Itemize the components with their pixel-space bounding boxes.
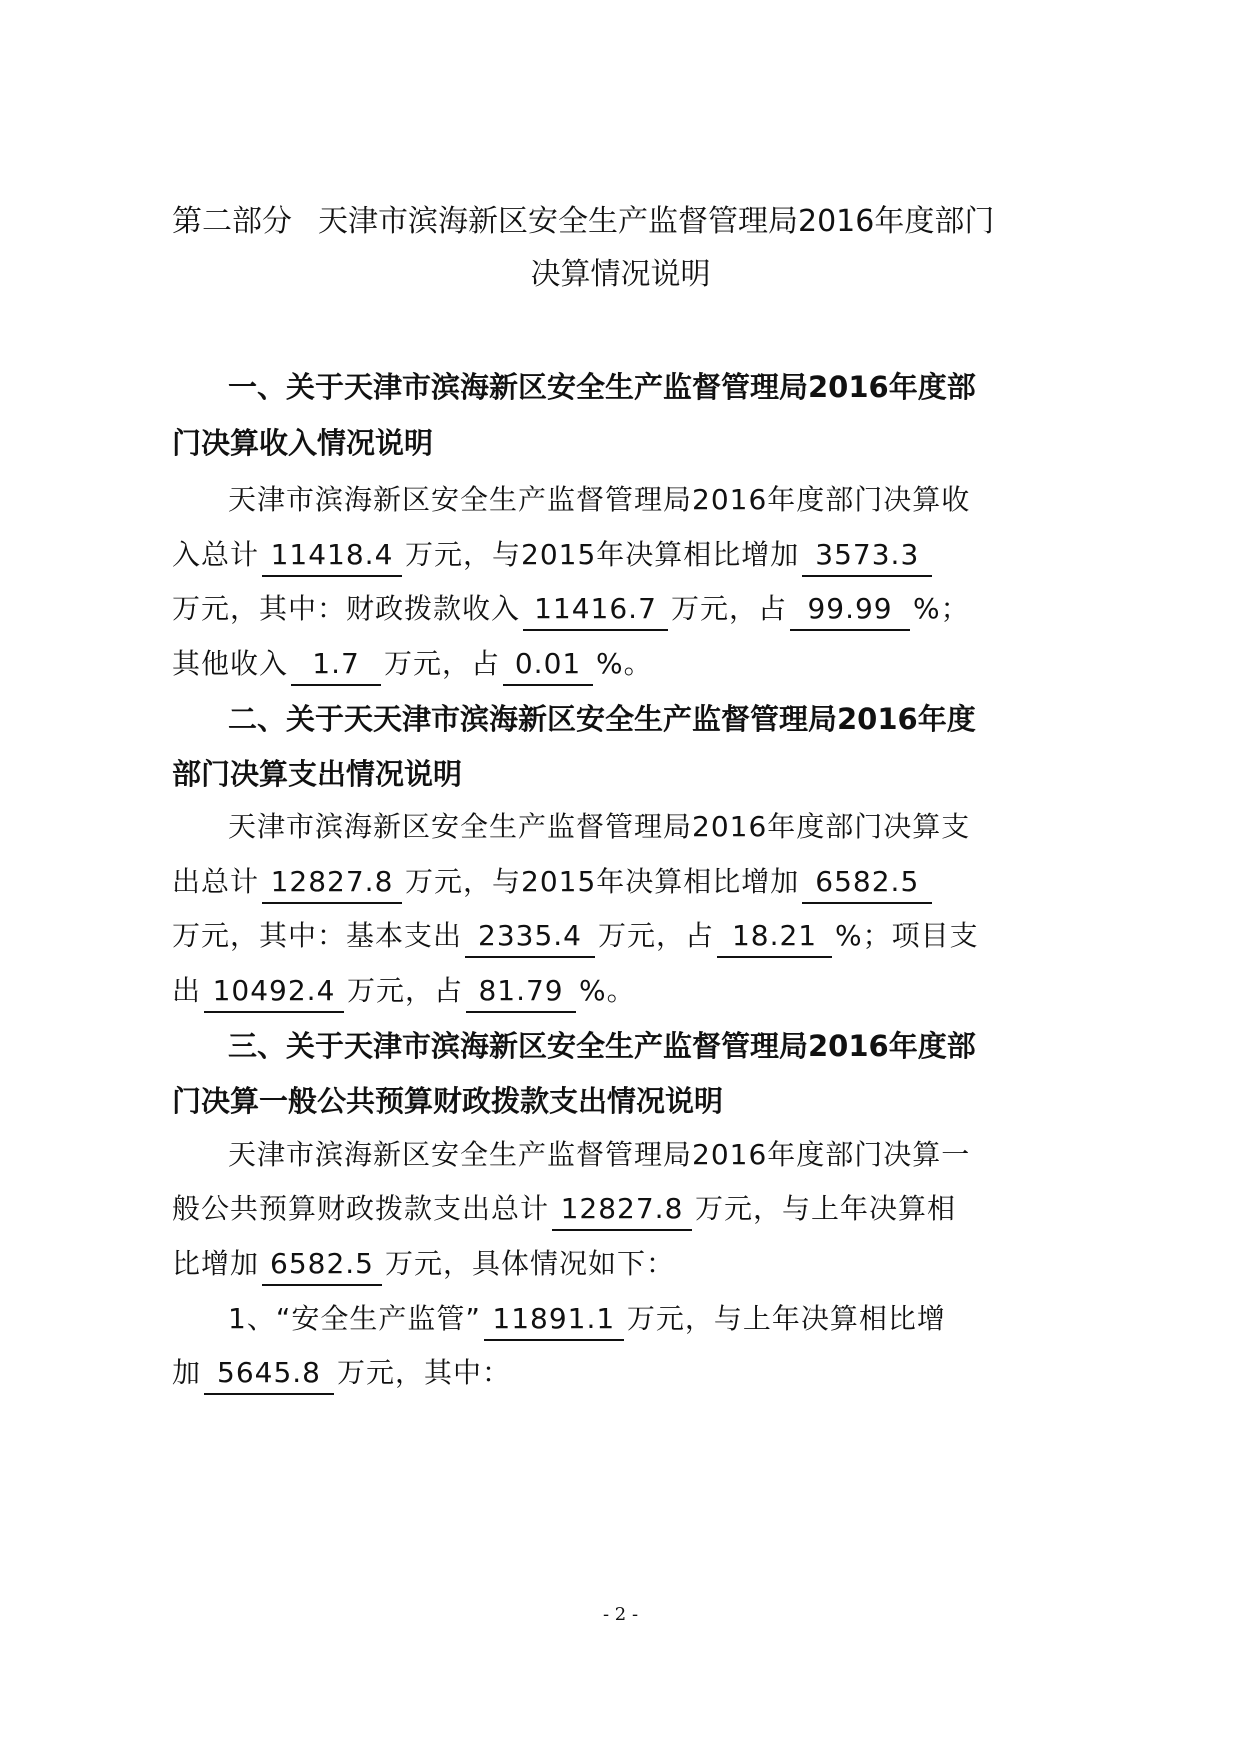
section-3-text: 天津市滨海新区安全生产监督管理局2016年度部门决算一 — [228, 1138, 971, 1171]
safety-supervision-increase-value: 5645.8 — [204, 1353, 334, 1395]
section-2-paragraph-line-1 — [228, 802, 1218, 852]
section-2-text: 天津市滨海新区安全生产监督管理局2016年度部门决算支 — [228, 810, 971, 843]
section-3-heading-line-1 — [228, 1021, 1218, 1071]
label-text: 出总计 — [172, 865, 260, 898]
project-expense-value: 10492.4 — [204, 971, 344, 1013]
section-3-paragraph-line-3 — [172, 1239, 1172, 1289]
label-text: %； — [913, 592, 970, 625]
safety-supervision-value: 11891.1 — [484, 1299, 624, 1341]
expense-total-value: 12827.8 — [262, 862, 402, 904]
section-3-paragraph-line-1 — [228, 1130, 1218, 1180]
section-1-heading-text-1: 一、关于天津市滨海新区安全生产监督管理局2016年度部 — [228, 370, 976, 404]
fiscal-income-percent: 99.99 — [790, 589, 910, 631]
section-2-heading-text-1: 二、关于天天津市滨海新区安全生产监督管理局2016年度 — [228, 702, 976, 736]
label-text: 般公共预算财政拨款支出总计 — [172, 1192, 550, 1225]
label-text: 出 — [172, 974, 202, 1007]
label-text: 万元，与2015年决算相比增加 — [405, 538, 800, 571]
label-text: 万元，其中：财政拨款收入 — [172, 592, 521, 625]
label-text: 万元，其中： — [337, 1356, 512, 1389]
section-1-paragraph-line-2 — [172, 530, 1172, 580]
page-title-line-2 — [0, 250, 1241, 300]
section-2-paragraph-line-4 — [172, 966, 1172, 1016]
label-text: 万元，与2015年决算相比增加 — [405, 865, 800, 898]
page-number: - 2 - — [602, 1604, 639, 1625]
income-increase-value: 3573.3 — [802, 535, 932, 577]
income-total-value: 11418.4 — [262, 535, 402, 577]
section-3-item-1-line-2 — [172, 1348, 1172, 1398]
label-text: 万元，占 — [384, 647, 501, 680]
section-3-heading-text-1: 三、关于天津市滨海新区安全生产监督管理局2016年度部 — [228, 1029, 976, 1063]
title-text: 天津市滨海新区安全生产监督管理局2016年度部门 — [318, 204, 995, 239]
title-subtitle: 决算情况说明 — [530, 257, 711, 292]
label-text: %；项目支 — [835, 919, 979, 952]
section-2-heading-text-2: 部门决算支出情况说明 — [172, 757, 463, 791]
label-text: 比增加 — [172, 1247, 260, 1280]
basic-expense-percent: 18.21 — [717, 916, 832, 958]
label-text: 万元，占 — [347, 974, 464, 1007]
section-3-heading-line-2 — [172, 1076, 1172, 1126]
label-text: 加 — [172, 1356, 202, 1389]
label-text: 其他收入 — [172, 647, 289, 680]
section-2-paragraph-line-3 — [172, 911, 1172, 961]
label-text: 1、“安全生产监管” — [228, 1302, 481, 1335]
section-3-heading-text-2: 门决算一般公共预算财政拨款支出情况说明 — [172, 1084, 724, 1118]
label-text: 万元，其中：基本支出 — [172, 919, 463, 952]
section-3-paragraph-line-2 — [172, 1184, 1172, 1234]
label-text: 万元，占 — [671, 592, 788, 625]
section-1-paragraph-line-3 — [172, 584, 1172, 634]
section-2-heading-line-1 — [228, 694, 1218, 744]
label-text: 万元，与上年决算相比增 — [626, 1302, 946, 1335]
label-text: 万元，具体情况如下： — [385, 1247, 676, 1280]
page-title-line-1 — [172, 197, 1172, 247]
fiscal-income-value: 11416.7 — [523, 589, 668, 631]
section-1-text: 天津市滨海新区安全生产监督管理局2016年度部门决算收 — [228, 483, 971, 516]
section-1-paragraph-line-4 — [172, 639, 1172, 689]
label-text: 万元，与上年决算相 — [695, 1192, 957, 1225]
section-1-paragraph-line-1 — [228, 475, 1218, 525]
other-income-value: 1.7 — [291, 644, 381, 686]
label-text: %。 — [596, 647, 653, 680]
expense-increase-value: 6582.5 — [802, 862, 932, 904]
label-text: 万元，占 — [598, 919, 715, 952]
section-3-item-1-line-1 — [228, 1294, 1218, 1344]
basic-expense-value: 2335.4 — [465, 916, 595, 958]
section-1-heading-text-2: 门决算收入情况说明 — [172, 426, 434, 460]
section-1-heading-line-2 — [172, 418, 1172, 468]
title-part-label: 第二部分 — [172, 204, 292, 239]
public-budget-increase-value: 6582.5 — [262, 1244, 382, 1286]
section-2-heading-line-2 — [172, 749, 1172, 799]
label-text: 入总计 — [172, 538, 260, 571]
section-1-heading-line-1 — [228, 362, 1218, 412]
section-2-paragraph-line-2 — [172, 857, 1172, 907]
project-expense-percent: 81.79 — [466, 971, 576, 1013]
label-text: %。 — [579, 974, 636, 1007]
public-budget-total-value: 12827.8 — [552, 1189, 692, 1231]
other-income-percent: 0.01 — [503, 644, 593, 686]
